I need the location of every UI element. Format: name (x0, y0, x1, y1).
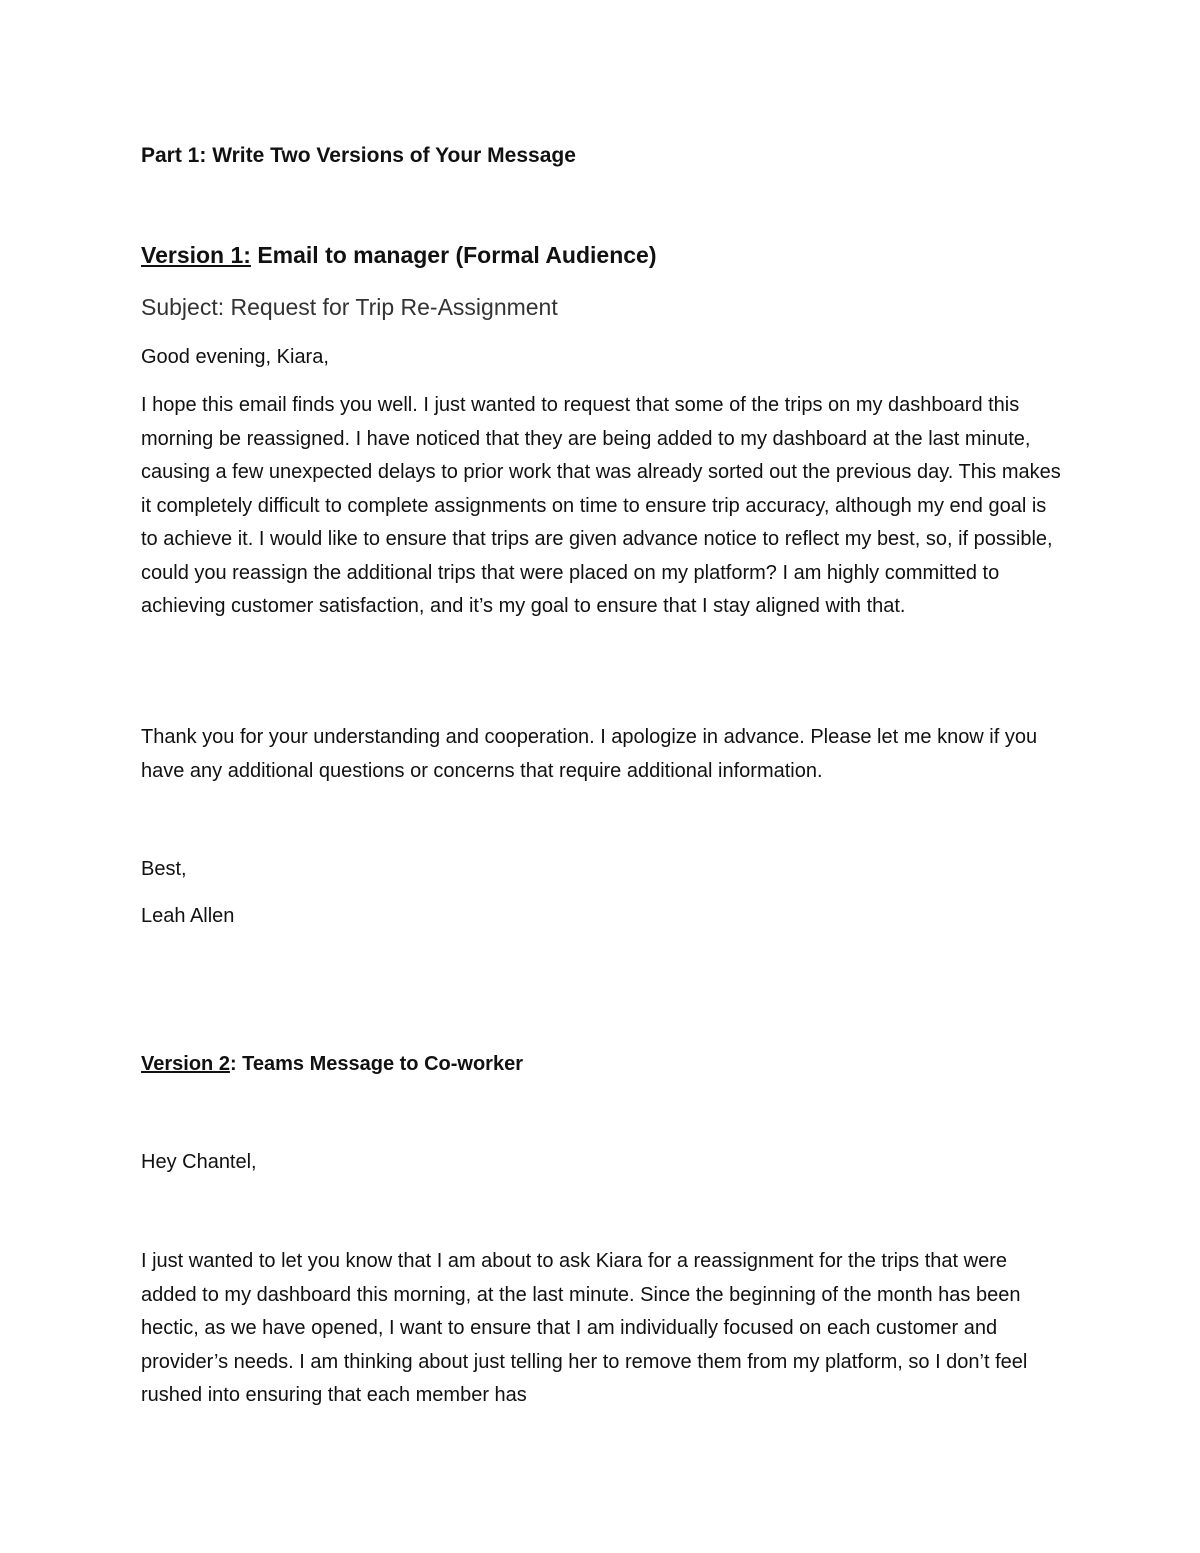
version-1-title: Email to manager (Formal Audience) (250, 242, 657, 268)
email-signature: Leah Allen (141, 905, 235, 927)
email-closing: Best, (141, 858, 187, 880)
email-greeting: Good evening, Kiara, (141, 346, 329, 368)
teams-paragraph-1: I just wanted to let you know that I am about to ask Kiara for a reassignment for the trips that were added to my dashboard this morning, at the last minute. Since the beginning of the month has been hectic, as we have opened, I want to ensure that I am individually focused on each customer and provider’s needs. I am thinking about just telling her to remove them from my platform, so I don’t feel rushed into ensuring that each member has (141, 1250, 1028, 1406)
version-2-label: Version 2 (141, 1053, 230, 1075)
email-paragraph-2: Thank you for your understanding and cooperation. I apologize in advance. Please let me know if you have any additional questions or concerns that require additional information. (141, 726, 1038, 782)
version-2-heading (141, 1050, 1061, 1078)
version-1-label: Version 1: (141, 242, 251, 268)
email-subject: Subject: Request for Trip Re-Assignment (141, 294, 558, 320)
version-2-title: : Teams Message to Co-worker (229, 1053, 523, 1075)
version-1-heading (141, 240, 1061, 270)
email-paragraph-1: I hope this email finds you well. I just wanted to request that some of the trips on my dashboard this morning be reassigned. I have noticed that they are being added to my dashboard at the last minute, causing a few unexpected delays to prior work that was already sorted out the previous day. This makes it completely difficult to complete assignments on time to ensure trip accuracy, although my end goal is to achieve it. I would like to ensure that trips are given advance notice to reflect my best, so, if possible, could you reassign the additional trips that were placed on my platform? I am highly committed to achieving customer satisfaction, and it’s my goal to ensure that I stay aligned with that. (141, 394, 1061, 617)
teams-greeting: Hey Chantel, (141, 1151, 257, 1173)
part-title: Part 1: Write Two Versions of Your Message (141, 144, 576, 167)
